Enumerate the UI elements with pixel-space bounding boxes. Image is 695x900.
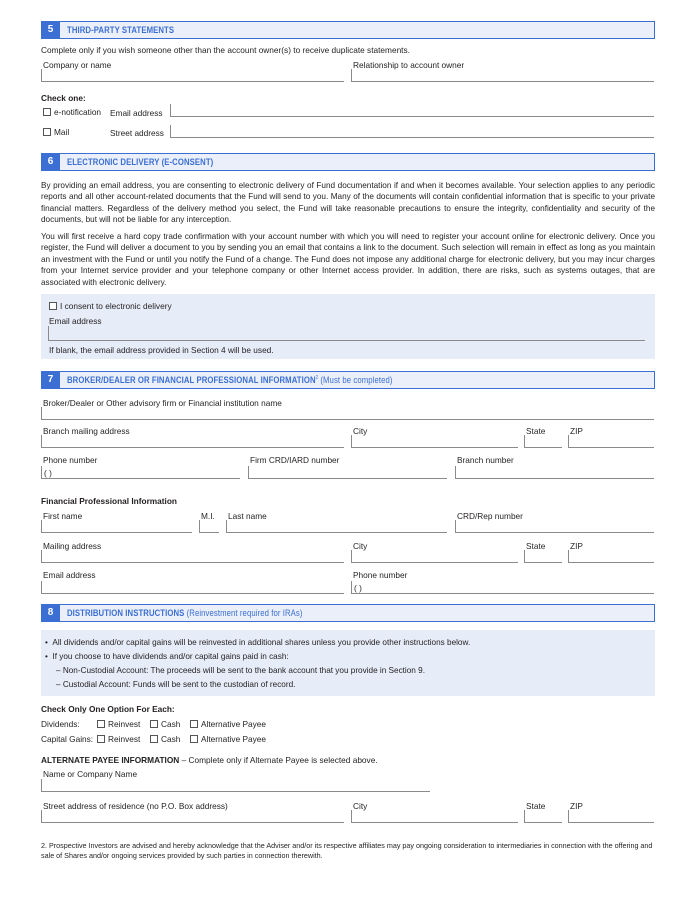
branch-state-label: State bbox=[526, 426, 546, 436]
blank-note: If blank, the email address provided in Section 4 will be used. bbox=[49, 345, 274, 355]
mi-label: M.I. bbox=[201, 511, 215, 521]
reinvest-label: Reinvest bbox=[108, 719, 141, 729]
mail-checkbox[interactable] bbox=[43, 128, 51, 136]
fp-email-label: Email address bbox=[43, 570, 96, 580]
branch-zip-label: ZIP bbox=[570, 426, 583, 436]
cash-label: Cash bbox=[161, 719, 181, 729]
alt-payee-title: ALTERNATE PAYEE INFORMATION bbox=[41, 755, 180, 765]
div-cash-option[interactable] bbox=[150, 719, 180, 729]
footnote: 2. Prospective Investors are advised and hereby acknowledge that the Adviser and/or its respective affiliates may pay ongoing consideration to intermediaries in connection with the offering and sale of Shares and/or ongoing services provided by such parties in connection therewith. bbox=[41, 841, 653, 860]
section-title-text: BROKER/DEALER OR FINANCIAL PROFESSIONAL INFORMATION bbox=[67, 375, 316, 385]
mailing-city-field[interactable] bbox=[351, 550, 518, 563]
branch-city-field[interactable] bbox=[351, 435, 518, 448]
phone-area-code: ( ) bbox=[44, 468, 52, 478]
firm-field[interactable] bbox=[41, 407, 654, 420]
footnote-marker: 2 bbox=[315, 375, 319, 381]
payee-zip-field[interactable] bbox=[568, 810, 654, 823]
alt-payee-heading bbox=[41, 755, 378, 765]
cash-label: Cash bbox=[161, 734, 181, 744]
mailing-city-label: City bbox=[353, 541, 368, 551]
altpayee-label: Alternative Payee bbox=[201, 734, 267, 744]
cg-reinvest-option[interactable] bbox=[97, 734, 140, 744]
fp-phone-label: Phone number bbox=[353, 570, 408, 580]
branch-zip-field[interactable] bbox=[568, 435, 654, 448]
mailing-state-label: State bbox=[526, 541, 546, 551]
payee-name-label: Name or Company Name bbox=[43, 769, 138, 779]
crd-label: Firm CRD/IARD number bbox=[250, 455, 340, 465]
mailing-address-field[interactable] bbox=[41, 550, 344, 563]
payee-name-field[interactable] bbox=[41, 779, 430, 792]
company-label: Company or name bbox=[43, 60, 112, 70]
payee-street-field[interactable] bbox=[41, 810, 344, 823]
dash-1: – Non-Custodial Account: The proceeds will be sent to the bank account that you provide in Section 9. bbox=[56, 666, 425, 675]
phone-label: Phone number bbox=[43, 455, 98, 465]
last-name-field[interactable] bbox=[226, 520, 447, 533]
cg-altpayee-checkbox[interactable] bbox=[190, 735, 198, 743]
section-number: 7 bbox=[41, 371, 60, 389]
mailing-address-label: Mailing address bbox=[43, 541, 102, 551]
dividends-label: Dividends: bbox=[41, 719, 80, 729]
s5-email-label: Email address bbox=[110, 108, 163, 118]
s5-intro: Complete only if you wish someone other than the account owner(s) to receive duplicate statements. bbox=[41, 45, 410, 55]
branch-address-label: Branch mailing address bbox=[43, 426, 130, 436]
cg-cash-checkbox[interactable] bbox=[150, 735, 158, 743]
consent-option[interactable] bbox=[49, 301, 172, 311]
crd-rep-field[interactable] bbox=[455, 520, 654, 533]
s6-email-field[interactable] bbox=[48, 326, 645, 341]
branch-number-field[interactable] bbox=[455, 466, 654, 479]
consent-checkbox[interactable] bbox=[49, 302, 57, 310]
section-number: 5 bbox=[41, 21, 60, 39]
div-altpayee-option[interactable] bbox=[190, 719, 266, 729]
mailing-zip-label: ZIP bbox=[570, 541, 583, 551]
branch-number-label: Branch number bbox=[457, 455, 514, 465]
enotification-label: e-notification bbox=[54, 107, 102, 117]
section-number: 6 bbox=[41, 153, 60, 171]
bullet-2-text: If you choose to have dividends and/or capital gains paid in cash: bbox=[52, 652, 289, 661]
econsent-paragraph-2: You will first receive a hard copy trade confirmation with your account number with which you will need to register your account online for electronic delivery. Once you register, the Fund will deliver a document to you by sending you an email that contains a link to the document. Such selection will remain in effect as long as you maintain an investment with the Fund or until you notify the Fund of a change. The Fund does not impose any additional charge for electronic delivery, but you may incur charges from your Internet service provider and your telephone company or other Internet access provider. In addition, there are risks, such as systems outages, that are associated with electronic delivery. bbox=[41, 232, 655, 287]
section-5-header bbox=[41, 21, 655, 39]
mi-field[interactable] bbox=[199, 520, 219, 533]
payee-state-field[interactable] bbox=[524, 810, 562, 823]
section-title-text: DISTRIBUTION INSTRUCTIONS bbox=[67, 608, 185, 618]
div-altpayee-checkbox[interactable] bbox=[190, 720, 198, 728]
mailing-zip-field[interactable] bbox=[568, 550, 654, 563]
first-name-label: First name bbox=[43, 511, 83, 521]
branch-address-field[interactable] bbox=[41, 435, 344, 448]
phone-field[interactable] bbox=[41, 466, 240, 479]
section-8-header bbox=[41, 604, 655, 622]
fp-heading: Financial Professional Information bbox=[41, 496, 177, 506]
section-title: ELECTRONIC DELIVERY (E-CONSENT) bbox=[67, 157, 214, 167]
company-field[interactable] bbox=[41, 69, 344, 82]
cg-cash-option[interactable] bbox=[150, 734, 180, 744]
crd-field[interactable] bbox=[248, 466, 447, 479]
div-cash-checkbox[interactable] bbox=[150, 720, 158, 728]
payee-zip-label: ZIP bbox=[570, 801, 583, 811]
s6-email-label: Email address bbox=[49, 316, 102, 326]
fp-phone-field[interactable] bbox=[351, 581, 654, 594]
section-title bbox=[67, 608, 303, 618]
branch-state-field[interactable] bbox=[524, 435, 562, 448]
relationship-field[interactable] bbox=[351, 69, 654, 82]
div-reinvest-option[interactable] bbox=[97, 719, 140, 729]
consent-label: I consent to electronic delivery bbox=[60, 301, 172, 311]
capital-gains-label: Capital Gains: bbox=[41, 734, 94, 744]
mail-option[interactable] bbox=[43, 127, 69, 137]
bullet-2: • If you choose to have dividends and/or capital gains paid in cash: bbox=[45, 652, 289, 661]
check-one-label: Check one: bbox=[41, 93, 86, 103]
payee-city-label: City bbox=[353, 801, 368, 811]
section-title: THIRD-PARTY STATEMENTS bbox=[67, 25, 175, 35]
enotification-option[interactable] bbox=[43, 107, 101, 117]
enotification-checkbox[interactable] bbox=[43, 108, 51, 116]
crd-rep-label: CRD/Rep number bbox=[457, 511, 523, 521]
fp-phone-area-code: ( ) bbox=[354, 583, 362, 593]
s5-street-field[interactable] bbox=[170, 125, 654, 138]
payee-state-label: State bbox=[526, 801, 546, 811]
reinvest-label: Reinvest bbox=[108, 734, 141, 744]
bullet-1-text: All dividends and/or capital gains will be reinvested in additional shares unless you provide other instructions below. bbox=[52, 638, 471, 647]
fp-email-field[interactable] bbox=[41, 581, 344, 594]
econsent-paragraph-1: By providing an email address, you are consenting to electronic delivery of Fund documentation if and when it becomes available. Your selection applies to any periodic reports and all other account-related documents that the Fund will send to you. Many of the documents will contain confidential information that is specific to your private financial matters. Regardless of the delivery method you select, the Fund will take reasonable precautions to ensure the integrity, confidentiality and security of the documents, but will not be liable for any interception. bbox=[41, 181, 655, 225]
mail-label: Mail bbox=[54, 127, 70, 137]
cg-reinvest-checkbox[interactable] bbox=[97, 735, 105, 743]
check-option-heading: Check Only One Option For Each: bbox=[41, 704, 175, 714]
section-title bbox=[67, 375, 393, 385]
mailing-state-field[interactable] bbox=[524, 550, 562, 563]
firm-label: Broker/Dealer or Other advisory firm or Financial institution name bbox=[43, 398, 282, 408]
s5-email-field[interactable] bbox=[170, 104, 654, 117]
section-7-header bbox=[41, 371, 655, 389]
branch-city-label: City bbox=[353, 426, 368, 436]
section-subtitle: (Reinvestment required for IRAs) bbox=[186, 608, 303, 618]
relationship-label: Relationship to account owner bbox=[353, 60, 465, 70]
section-number: 8 bbox=[41, 604, 60, 622]
div-reinvest-checkbox[interactable] bbox=[97, 720, 105, 728]
cg-altpayee-option[interactable] bbox=[190, 734, 266, 744]
section-6-header bbox=[41, 153, 655, 171]
first-name-field[interactable] bbox=[41, 520, 192, 533]
bullet-1: • All dividends and/or capital gains will be reinvested in additional shares unless you provide other instructions below. bbox=[45, 638, 471, 647]
payee-city-field[interactable] bbox=[351, 810, 518, 823]
dash-2: – Custodial Account: Funds will be sent to the custodian of record. bbox=[56, 680, 296, 689]
altpayee-label: Alternative Payee bbox=[201, 719, 267, 729]
section-subtitle: (Must be completed) bbox=[320, 375, 393, 385]
alt-payee-note: – Complete only if Alternate Payee is selected above. bbox=[179, 755, 378, 765]
payee-street-label: Street address of residence (no P.O. Box address) bbox=[43, 801, 228, 811]
last-name-label: Last name bbox=[228, 511, 267, 521]
s5-street-label: Street address bbox=[110, 128, 164, 138]
